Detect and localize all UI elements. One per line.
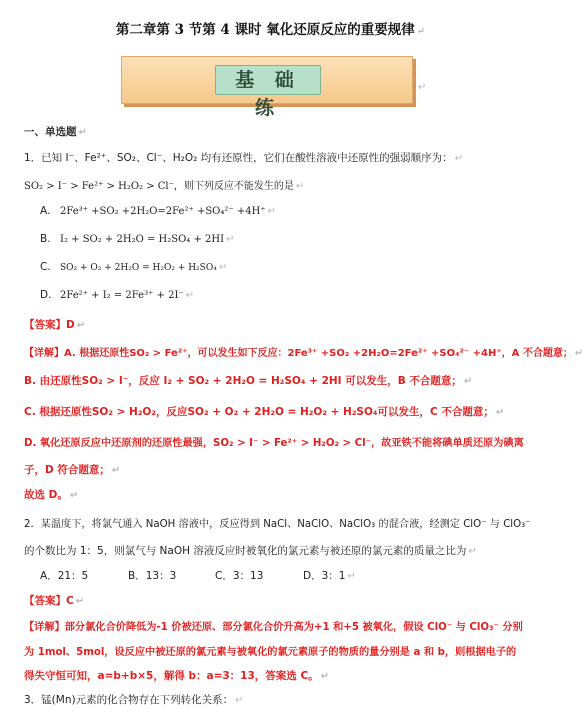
q1-explain-a: 【详解】A. 根据还原性SO₂ > Fe²⁺，可以发生如下反应：2Fe³⁺ +SO₂ +2H₂O=2Fe²⁺ +SO₄²⁻ +4H⁺，A 不合题意； ↵ (24, 348, 583, 359)
q2-option-b: B．13：3 (128, 570, 177, 582)
section-heading: 一、单选题 ↵ (24, 126, 87, 138)
q1-option-b: B. I₂ + SO₂ + 2H₂O = H₂SO₄ + 2HI ↵ (40, 233, 235, 245)
q1-option-a: A. 2Fe³⁺ +SO₂ +2H₂O=2Fe²⁺ +SO₄²⁻ +4H⁺ ↵ (40, 205, 276, 217)
q3-stem: 3．锰(Mn)元素的化合物存在下列转化关系： ↵ (24, 694, 244, 706)
q2-option-c: C．3：13 (215, 570, 264, 582)
q1-conclusion: 故选 D。 ↵ (24, 489, 79, 501)
q2-option-d: D．3：1 ↵ (303, 570, 356, 582)
q1-explain-d: D. 氧化还原反应中还原剂的还原性最强，SO₂ > I⁻ > Fe²⁺ > H₂O₂ > Cl⁻，故亚铁不能将碘单质还原为碘离 (24, 438, 524, 449)
q1-stem-line2: SO₂ > I⁻ > Fe²⁺ > H₂O₂ > Cl⁻，则下列反应不能发生的是 ↵ (24, 181, 305, 192)
q2-stem-line2: 的个数比为 1：5，则氯气与 NaOH 溶液反应时被氧化的氯元素与被还原的氯元素的质量之比为 ↵ (24, 545, 477, 557)
section-banner (121, 56, 413, 119)
q2-stem-line1: 2．某温度下，将氯气通入 NaOH 溶液中，反应得到 NaCl、NaClO、NaClO₃ 的混合液，经测定 ClO⁻ 与 ClO₃⁻ (24, 519, 531, 530)
q1-explain-c: C. 根据还原性SO₂ > H₂O₂，反应SO₂ + O₂ + 2H₂O = H₂O₂ + H₂SO₄可以发生，C 不合题意； ↵ (24, 406, 505, 418)
q2-option-a: A．21：5 (40, 570, 89, 582)
page-title: 第二章第 3 节第 4 课时 氧化还原反应的重要规律 ↵ (115, 22, 426, 38)
q2-explain-line2: 为 1mol、5mol，设反应中被还原的氯元素与被氧化的氯元素原子的物质的量分别是 a 和 b，则根据电子的 (24, 647, 517, 658)
q2-explain-line3: 得失守恒可知，a=b+b×5，解得 b：a=3：13，答案选 C。 ↵ (24, 670, 330, 682)
q1-answer: 【答案】D ↵ (24, 319, 86, 331)
q1-explain-d-cont: 子，D 符合题意； ↵ (24, 464, 121, 476)
q1-option-d: D. 2Fe²⁺ + I₂ = 2Fe³⁺ + 2I⁻ ↵ (40, 289, 195, 301)
q1-explain-b: B. 由还原性SO₂ > I⁻，反应 I₂ + SO₂ + 2H₂O = H₂SO₄ + 2HI 可以发生，B 不合题意； ↵ (24, 375, 473, 387)
q2-answer: 【答案】C ↵ (24, 595, 85, 607)
q1-stem-line1: 1．已知 I⁻、Fe²⁺、SO₂、Cl⁻、H₂O₂ 均有还原性，它们在酸性溶液中还原性的强弱顺序为： ↵ (24, 152, 464, 164)
document-page: 第二章第 3 节第 4 课时 氧化还原反应的重要规律 ↵ 基 础 练 ↵ 一、单选题 ↵ 1．已知 I⁻、Fe²⁺、SO₂、Cl⁻、H₂O₂ 均有还原性，它们在酸性溶液中还原性的强弱顺序为： ↵ SO₂ > I⁻ > Fe²⁺ > H₂O₂ > Cl⁻，则下列反应不能发生的是 ↵ A. 2Fe³⁺ +SO₂ +2H₂O=2Fe²⁺ +SO₄²⁻ +4H⁺ ↵ B. I₂ + SO₂ + 2H₂O = H₂SO₄ + 2HI ↵ C. SO₂ + O₂ + 2H₂O = H₂O₂ + H₂SO₄ ↵ D. 2Fe²⁺ + I₂ = 2Fe³⁺ + 2I⁻ ↵ 【答案】D ↵ 【详解】A. 根据还原性SO₂ > Fe²⁺，可以发生如下反应：2Fe³⁺ +SO₂ +2H₂O=2Fe²⁺ +SO₄²⁻ +4H⁺，A 不合题意； ↵ B. 由还原性SO₂ > I⁻，反应 I₂ + SO₂ + 2H₂O = H₂SO₄ + 2HI 可以发生，B 不合题意； ↵ C. 根据还原性SO₂ > H₂O₂，反应SO₂ + O₂ + 2H₂O = H₂O₂ + H₂SO₄可以发生，C 不合题意； ↵ D. 氧化还原反应中还原剂的还原性最强，SO₂ > I⁻ > Fe²⁺ > H₂O₂ > Cl⁻，故亚铁不能将碘单质还原为碘离 子，D 符合题意； ↵ 故选 D。 ↵ 2．某温度下，将氯气通入 NaOH 溶液中，反应得到 NaCl、NaClO、NaClO₃ 的混合液，经测定 ClO⁻ 与 ClO₃⁻ 的个数比为 1：5，则氯气与 NaOH 溶液反应时被氧化的氯元素与被还原的氯元素的质量之比为 ↵ A．21：5 B．13：3 C．3：13 D．3：1 ↵ 【答案】C ↵ 【详解】部分氯化合价降低为-1 价被还原、部分氯化合价升高为+1 和+5 被氧化，假设 ClO⁻ 与 ClO₃⁻ 分别 为 1mol、5mol，设反应中被还原的氯元素与被氧化的氯元素原子的物质的量分别是 a 和 b，则根据电子的 得失守恒可知，a=b+b×5，解得 b：a=3：13，答案选 C。 ↵ 3．锰(Mn)元素的化合物存在下列转化关系： ↵ (0, 0, 541, 718)
banner-label: 基 础 练 (215, 65, 321, 95)
q2-explain-line1: 【详解】部分氯化合价降低为-1 价被还原、部分氯化合价升高为+1 和+5 被氧化，假设 ClO⁻ 与 ClO₃⁻ 分别 (24, 622, 523, 633)
q1-option-c: C. SO₂ + O₂ + 2H₂O = H₂O₂ + H₂SO₄ ↵ (40, 261, 228, 273)
